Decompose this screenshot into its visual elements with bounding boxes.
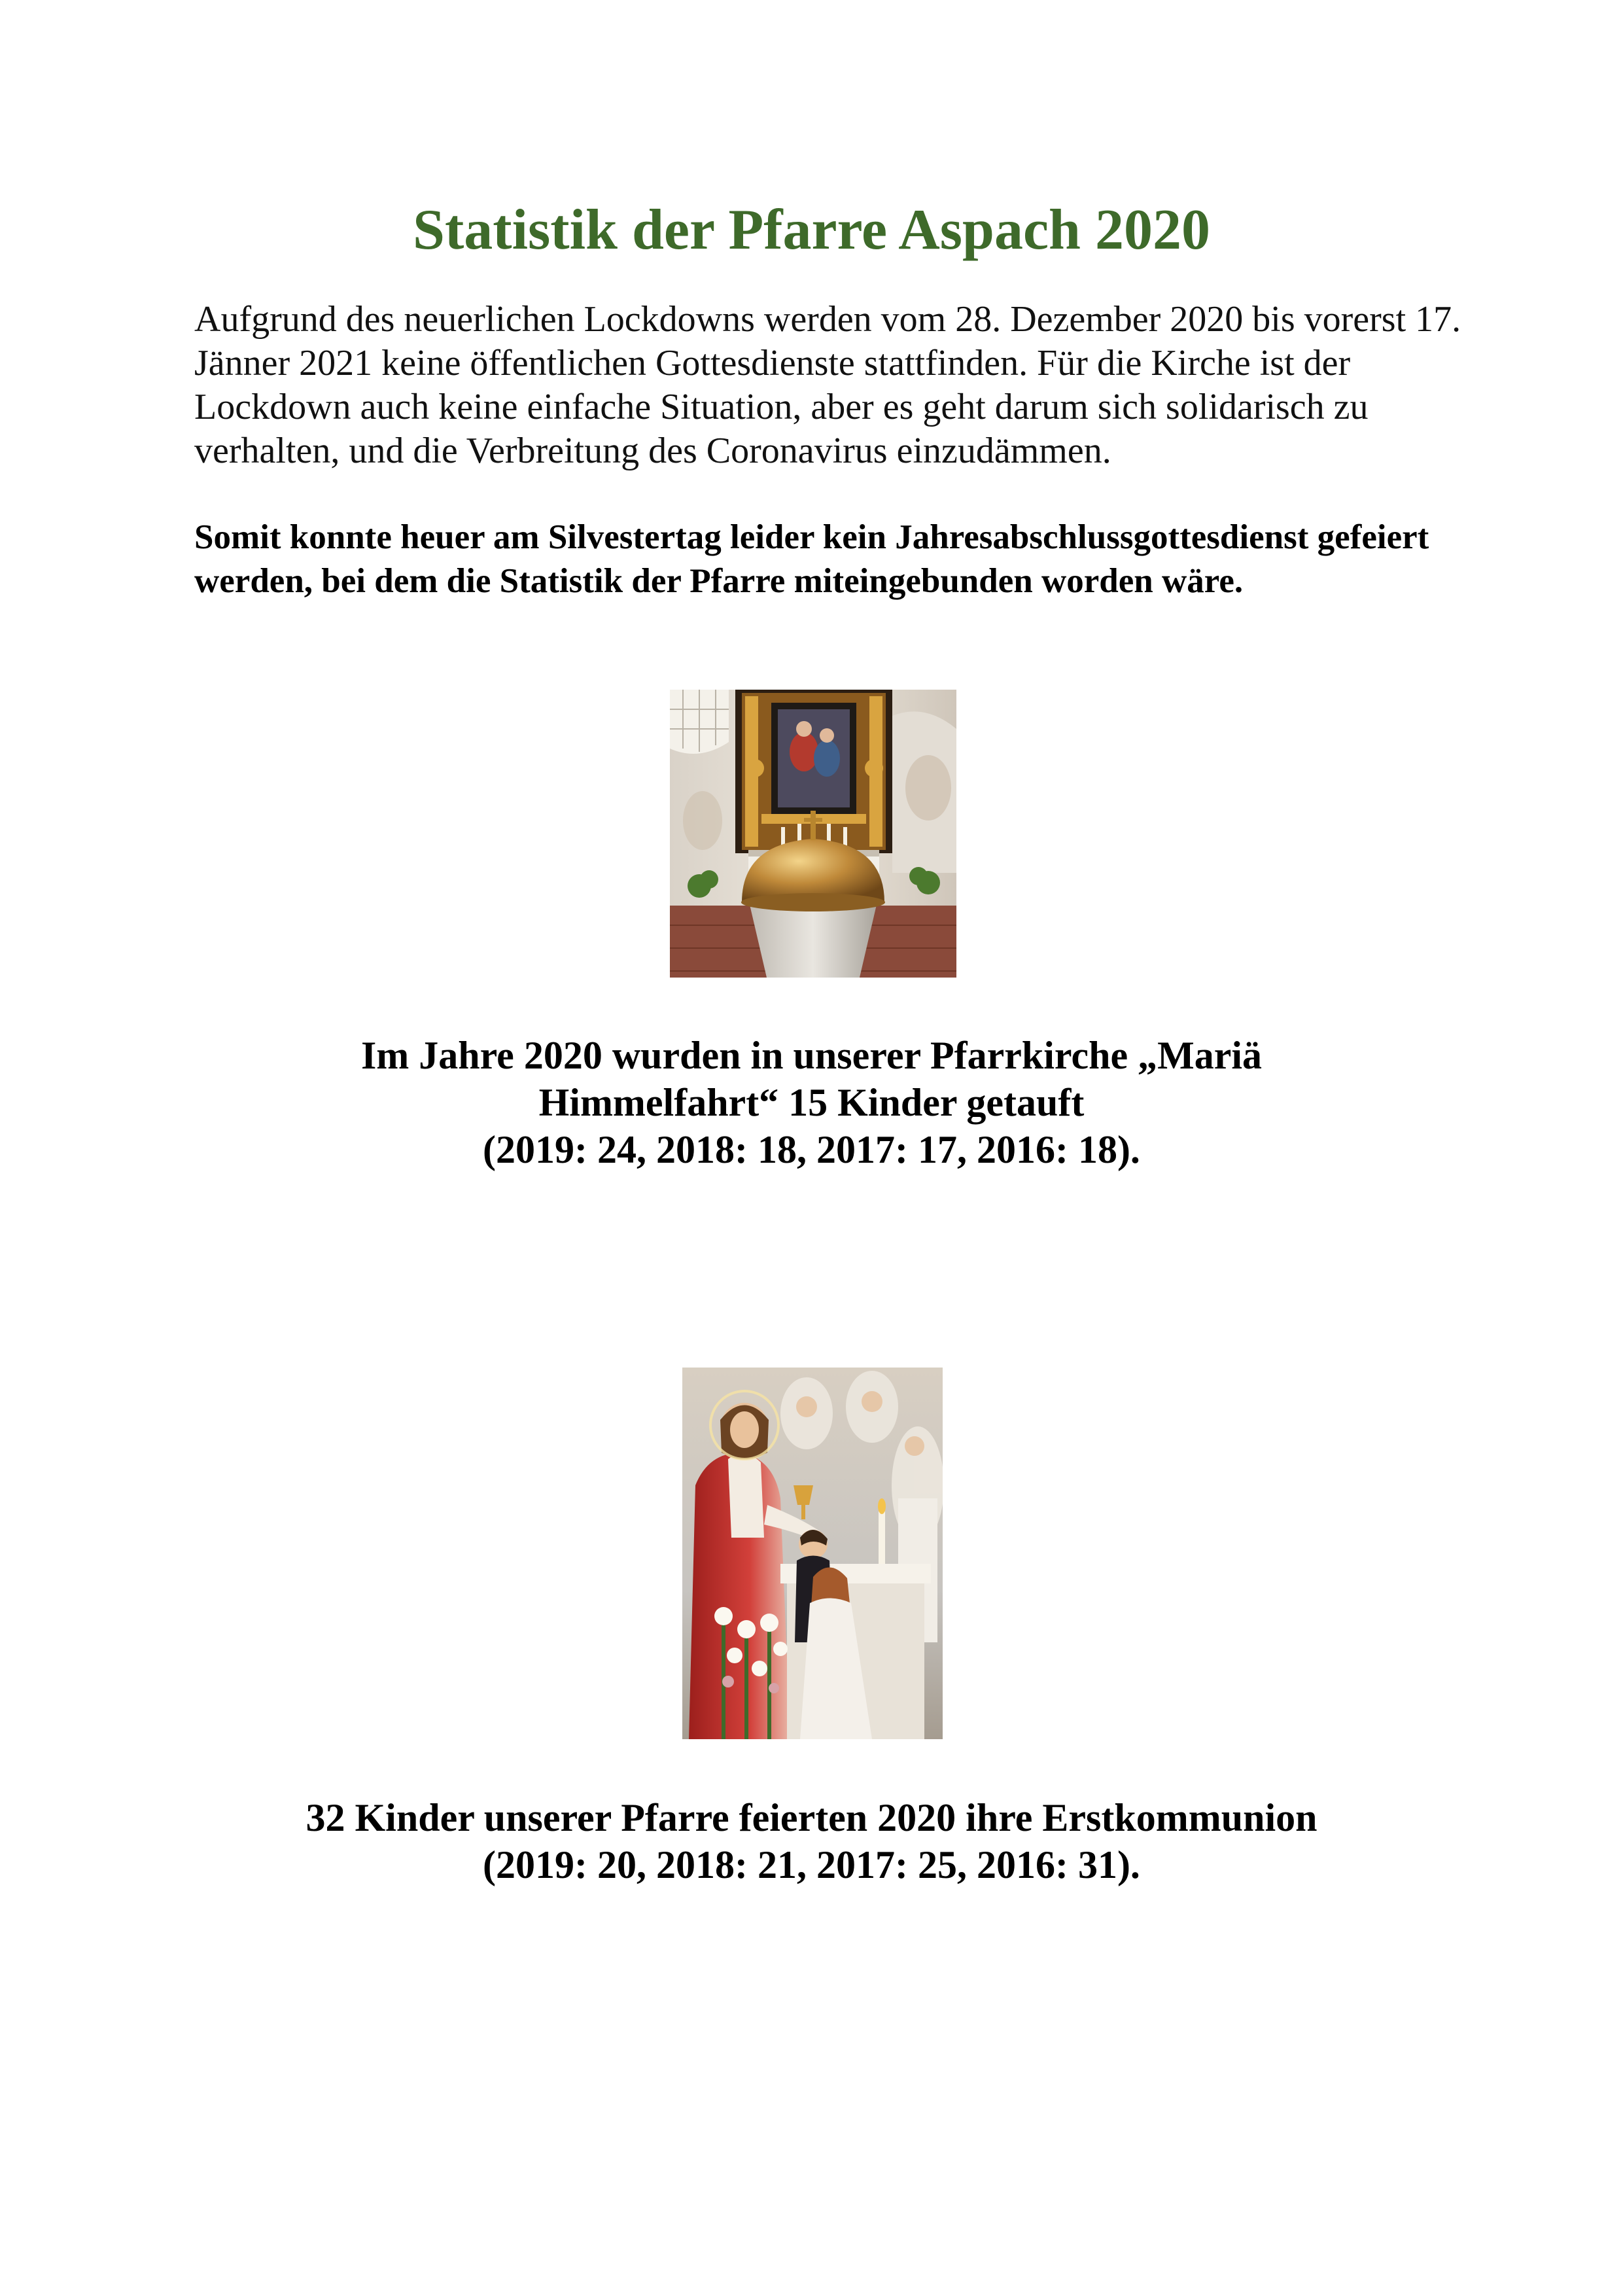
intro-paragraph: Aufgrund des neuerlichen Lockdowns werden vom 28. Dezember 2020 bis vorerst 17. Jänner 2021 keine öffentlichen Gottesdienste stattfinden. Für die Kirche ist der Lockdown auch keine einfache Situation, aber es geht darum sich solidarisch zu verhalten, und die Verbreitung des Coronavirus einzudämmen. [194,299,1461,471]
baptism-line-2: Himmelfahrt“ 15 Kinder getauft [538,1081,1085,1124]
first-communion-painting [682,1368,943,1739]
baptism-statistic [0,1032,1623,1173]
communion-line-1: 32 Kinder unserer Pfarre feierten 2020 ihre Erstkommunion [305,1796,1318,1839]
altar-baptismal-font-photo [670,690,956,978]
baptism-line-1: Im Jahre 2020 wurden in unserer Pfarrkirche „Mariä [360,1034,1263,1077]
communion-line-2: (2019: 20, 2018: 21, 2017: 25, 2016: 31). [483,1843,1140,1886]
bold-note-paragraph: Somit konnte heuer am Silvestertag leider kein Jahresabschlussgottesdienst gefeiert werden, bei dem die Statistik der Pfarre miteingebunden worden wäre. [194,518,1429,600]
communion-statistic [0,1794,1623,1888]
baptism-line-3: (2019: 24, 2018: 18, 2017: 17, 2016: 18). [483,1128,1140,1171]
page-title: Statistik der Pfarre Aspach 2020 [413,198,1210,262]
